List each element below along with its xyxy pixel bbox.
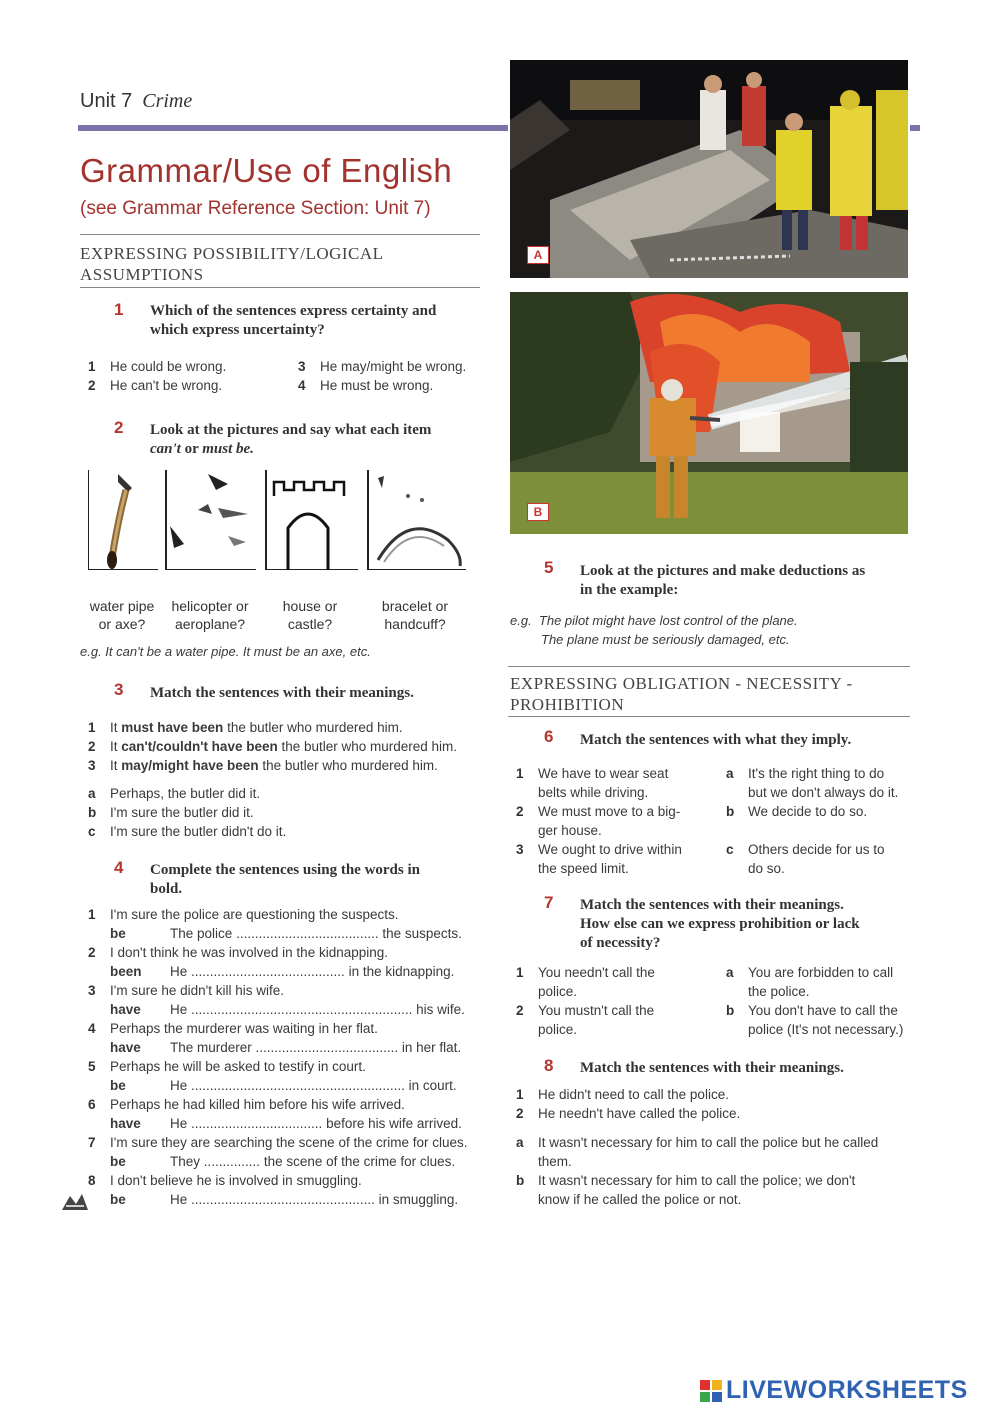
gap-start: He	[170, 1116, 188, 1131]
exercise-6-item	[516, 802, 701, 821]
item-text: He may/might be wrong.	[320, 359, 467, 374]
item-letter: b	[726, 1003, 735, 1018]
instruction-italic: must be.	[202, 441, 254, 457]
exercise-4-sentence	[88, 943, 480, 962]
example-text: The pilot might have lost control of the plane.	[538, 613, 798, 628]
gap-start: The police	[170, 926, 233, 941]
item-text: the speed limit.	[538, 861, 629, 876]
exercise-number: 6	[544, 727, 554, 746]
unit-topic: Crime	[142, 90, 193, 112]
item-text: He needn't have called the police.	[538, 1106, 741, 1121]
item-number: 1	[88, 907, 96, 922]
exercise-6-left	[516, 764, 701, 878]
gap-end: the scene of the crime for clues.	[263, 1154, 456, 1169]
instruction-line: in the example:	[580, 582, 679, 598]
item-text: You don't have to call the	[748, 1003, 898, 1018]
exercise-8-instruction: Match the sentences with their meanings.	[580, 1060, 844, 1076]
instruction-line: which express uncertainty?	[150, 322, 325, 338]
item-text: know if he called the police or not.	[538, 1192, 742, 1207]
exercise-7-right	[726, 963, 916, 1039]
exercise-8-meaning	[516, 1133, 910, 1152]
exercise-4-sentence	[88, 1171, 480, 1190]
header-divider-right	[910, 125, 920, 131]
picture-label	[262, 597, 358, 633]
exercise-3-instruction: Match the sentences with their meanings.	[150, 685, 414, 701]
item-letter: b	[516, 1173, 525, 1188]
example-label: e.g.	[510, 613, 532, 628]
instruction-line	[150, 440, 431, 459]
item-text: the butler who murdered him.	[223, 720, 403, 735]
item-number: 2	[516, 1106, 524, 1121]
exercise-7-left	[516, 963, 701, 1039]
label-line: water pipe	[89, 598, 155, 614]
photo-b-illustration	[510, 292, 908, 534]
exercise-2-example: e.g. It can't be a water pipe. It must be an axe, etc.	[80, 644, 371, 659]
item-letter: b	[88, 805, 97, 820]
item-number: 4	[298, 378, 306, 393]
item-bold: can't/couldn't have been	[121, 739, 278, 754]
item-number: 2	[516, 1003, 524, 1018]
item-text: We decide to do so.	[748, 804, 868, 819]
item-text: police (It's not necessary.)	[748, 1022, 904, 1037]
item-text: them.	[538, 1154, 572, 1169]
liveworksheets-logo-text[interactable]: LIVEWORKSHEETS	[726, 1376, 968, 1404]
gap-end: before his wife arrived.	[326, 1116, 462, 1131]
item-number: 3	[88, 983, 96, 998]
section-heading-obligation	[510, 673, 853, 715]
instruction-word: or	[184, 441, 199, 457]
key-word: have	[110, 1002, 141, 1017]
instruction-italic: can't	[150, 441, 181, 457]
exercise-4-sentence	[88, 1019, 480, 1038]
item-number: 2	[88, 378, 96, 393]
answer-gap[interactable]: ...............	[203, 1154, 261, 1169]
key-word: be	[110, 1154, 126, 1169]
item-text: Perhaps he will be asked to testify in court.	[110, 1059, 366, 1074]
section-heading-line: EXPRESSING OBLIGATION - NECESSITY -	[510, 674, 853, 693]
item-number: 3	[88, 758, 96, 773]
item-letter: c	[88, 824, 96, 839]
item-number: 7	[88, 1135, 96, 1150]
exercise-4-sentence	[88, 1057, 480, 1076]
picture-label	[366, 597, 464, 633]
item-text: We must move to a big-	[538, 804, 681, 819]
page-subtitle: (see Grammar Reference Section: Unit 7)	[80, 198, 431, 219]
gap-end: in her flat.	[401, 1040, 462, 1055]
exercise-8-item	[516, 1085, 910, 1104]
item-text: It	[110, 758, 122, 773]
item-text: the police.	[748, 984, 810, 999]
exercise-6-right	[726, 764, 912, 878]
exercise-1-item	[298, 357, 466, 376]
item-letter: c	[726, 842, 734, 857]
picture-strip-svg	[88, 470, 466, 570]
item-text: ger house.	[538, 823, 602, 838]
castle-picture	[266, 470, 358, 570]
item-number: 3	[298, 359, 306, 374]
exercise-1-item	[298, 376, 433, 395]
corner-ornament-icon	[60, 1190, 90, 1212]
exercise-number: 5	[544, 558, 554, 577]
item-letter: b	[726, 804, 735, 819]
gap-end: in the kidnapping.	[348, 964, 455, 979]
exercise-3-item	[88, 737, 457, 756]
item-number: 1	[516, 766, 524, 781]
exercise-8-meaning	[516, 1171, 910, 1190]
item-text: do so.	[748, 861, 785, 876]
exercise-7-item	[516, 1001, 701, 1020]
exercise-7-instruction	[580, 896, 860, 953]
answer-gap[interactable]: .........................................................	[191, 1078, 405, 1093]
photo-house-fire	[510, 292, 908, 534]
exercise-3-item	[88, 718, 403, 737]
exercise-number: 7	[544, 893, 554, 912]
example-line	[510, 611, 798, 630]
exercise-4-gap-line	[88, 1114, 480, 1133]
item-text: He must be wrong.	[320, 378, 434, 393]
instruction-line: Match the sentences with their meanings.	[580, 897, 844, 913]
gap-end: in court.	[408, 1078, 457, 1093]
gap-start: The murderer	[170, 1040, 252, 1055]
key-word: have	[110, 1116, 141, 1131]
divider	[508, 716, 910, 717]
exercise-5-instruction	[580, 562, 865, 600]
item-text: I'm sure the butler didn't do it.	[110, 824, 287, 839]
item-text: I don't think he was involved in the kidnapping.	[110, 945, 389, 960]
item-text: I'm sure he didn't kill his wife.	[110, 983, 284, 998]
answer-gap[interactable]: ......................................	[255, 1040, 399, 1055]
item-text: I'm sure they are searching the scene of the crime for clues.	[110, 1135, 468, 1150]
item-text: We ought to drive within	[538, 842, 682, 857]
gap-start: He	[170, 964, 188, 979]
answer-gap[interactable]: ...........................................................	[191, 1002, 413, 1017]
exercise-4-sentence	[88, 1133, 480, 1152]
item-letter: a	[88, 786, 96, 801]
item-text: police.	[538, 984, 578, 999]
answer-gap[interactable]: ...................................	[191, 1116, 323, 1131]
picture-label	[76, 597, 168, 633]
instruction-line: of necessity?	[580, 935, 661, 951]
item-bold: may/might have been	[121, 758, 259, 773]
item-letter: a	[516, 1135, 524, 1150]
example-text: The plane must be seriously damaged, etc.	[541, 632, 790, 647]
item-number: 2	[88, 739, 96, 754]
photo-a-illustration	[510, 60, 908, 278]
exercise-6-option	[726, 802, 912, 821]
exercise-1-item	[88, 376, 222, 395]
exercise-2-instruction	[150, 421, 431, 459]
item-text: It wasn't necessary for him to call the police but he called	[538, 1135, 879, 1150]
label-line: aeroplane?	[174, 616, 246, 632]
bracelet-picture	[368, 470, 466, 570]
item-text: He could be wrong.	[110, 359, 227, 374]
label-line: or axe?	[98, 616, 146, 632]
gap-start: He	[170, 1078, 188, 1093]
unit-label: Unit 7	[80, 90, 133, 112]
exercise-8-list	[516, 1085, 910, 1209]
item-number: 1	[516, 965, 524, 980]
photo-plane-crash	[510, 60, 908, 278]
item-text: I don't believe he is involved in smuggling.	[110, 1173, 362, 1188]
item-letter: a	[726, 965, 734, 980]
exercise-number: 1	[114, 300, 124, 319]
exercise-4-sentence	[88, 1095, 480, 1114]
gap-end: in smuggling.	[378, 1192, 459, 1207]
item-text: but we don't always do it.	[748, 785, 899, 800]
label-line: bracelet or	[381, 598, 449, 614]
exercise-4-instruction	[150, 861, 420, 899]
exercise-3-meaning	[88, 822, 286, 841]
item-text: the butler who murdered him.	[277, 739, 458, 754]
item-number: 2	[516, 804, 524, 819]
exercise-4-gap-line	[88, 1076, 480, 1095]
exercise-4-gap-line	[88, 1000, 480, 1019]
picture-label	[162, 597, 258, 633]
item-text: You are forbidden to call	[748, 965, 894, 980]
exercise-6-instruction: Match the sentences with what they imply.	[580, 732, 852, 748]
instruction-line: Look at the pictures and make deductions as	[580, 563, 866, 579]
instruction-line: Complete the sentences using the words in	[150, 862, 420, 878]
item-text: He didn't need to call the police.	[538, 1087, 729, 1102]
instruction-line: How else can we express prohibition or lack	[580, 916, 860, 932]
item-number: 1	[88, 720, 96, 735]
exercise-7-item	[516, 963, 701, 982]
section-heading-line: ASSUMPTIONS	[80, 265, 204, 284]
item-text: Others decide for us to	[748, 842, 885, 857]
item-number: 6	[88, 1097, 96, 1112]
item-text: We have to wear seat	[538, 766, 669, 781]
gap-start: He	[170, 1002, 188, 1017]
divider	[508, 666, 910, 667]
liveworksheets-logo-icon	[700, 1380, 722, 1402]
spacer	[516, 1123, 910, 1133]
answer-gap[interactable]: ......................................	[236, 926, 379, 941]
exercise-3-meaning	[88, 803, 254, 822]
item-number: 1	[88, 359, 96, 374]
exercise-6-option	[726, 764, 912, 783]
item-text: police.	[538, 1022, 578, 1037]
item-letter: a	[726, 766, 734, 781]
exercise-7-option	[726, 1001, 916, 1020]
instruction-line: bold.	[150, 881, 183, 897]
item-bold: must have been	[121, 720, 224, 735]
section-heading-possibility	[80, 243, 384, 285]
exercise-7-option	[726, 963, 916, 982]
exercise-4-gap-line	[88, 1152, 480, 1171]
item-text: It	[110, 739, 122, 754]
item-text: I'm sure the butler did it.	[110, 805, 254, 820]
exercise-8-item	[516, 1104, 910, 1123]
item-text: You needn't call the	[538, 965, 655, 980]
exercise-4-gap-line	[88, 1190, 480, 1209]
header-divider	[78, 125, 508, 131]
item-text: You mustn't call the	[538, 1003, 655, 1018]
item-text: I'm sure the police are questioning the suspects.	[110, 907, 399, 922]
instruction-line: Look at the pictures and say what each item	[150, 422, 432, 438]
item-number: 4	[88, 1021, 96, 1036]
exercise-4-gap-line	[88, 1038, 480, 1057]
exercise-3-meaning	[88, 784, 260, 803]
exercise-1-instruction	[150, 302, 436, 340]
item-number: 1	[516, 1087, 524, 1102]
item-text: It wasn't necessary for him to call the police; we don't	[538, 1173, 856, 1188]
divider	[80, 234, 480, 235]
label-line: castle?	[287, 616, 333, 632]
key-word: have	[110, 1040, 141, 1055]
exercise-number: 3	[114, 680, 124, 699]
item-text: belts while driving.	[538, 785, 649, 800]
item-text: Perhaps he had killed him before his wife arrived.	[110, 1097, 405, 1112]
label-line: helicopter or	[171, 598, 249, 614]
key-word: been	[110, 964, 142, 979]
exercise-number: 2	[114, 418, 124, 437]
photo-a-label: A	[527, 246, 549, 264]
item-text: Perhaps, the butler did it.	[110, 786, 261, 801]
item-number: 2	[88, 945, 96, 960]
gap-end: the suspects.	[382, 926, 462, 941]
exercise-4-sentence	[88, 981, 480, 1000]
exercise-3-item	[88, 756, 438, 775]
unit-header	[80, 90, 192, 113]
exercise-4-list	[88, 905, 480, 1209]
picture-strip	[88, 470, 466, 570]
answer-gap[interactable]: .........................................	[191, 964, 345, 979]
exercise-6-item	[516, 764, 701, 783]
gap-end: his wife.	[416, 1002, 465, 1017]
spacer	[726, 821, 912, 840]
key-word: be	[110, 1078, 126, 1093]
label-line: handcuff?	[384, 616, 446, 632]
exercise-6-option	[726, 840, 912, 859]
exercise-6-item	[516, 840, 701, 859]
item-number: 8	[88, 1173, 96, 1188]
item-number: 5	[88, 1059, 96, 1074]
divider	[80, 287, 480, 288]
exercise-1-item	[88, 357, 226, 376]
gap-start: They	[170, 1154, 201, 1169]
item-text: It	[110, 720, 122, 735]
photo-b-label: B	[527, 503, 549, 521]
axe-picture	[88, 470, 158, 570]
item-text: the butler who murdered him.	[258, 758, 438, 773]
exercise-number: 8	[544, 1056, 554, 1075]
item-text: Perhaps the murderer was waiting in her flat.	[110, 1021, 378, 1036]
key-word: be	[110, 926, 126, 941]
helicopter-picture	[166, 470, 256, 570]
key-word: be	[110, 1192, 126, 1207]
page-title: Grammar/Use of English	[80, 152, 453, 189]
section-heading-line: EXPRESSING POSSIBILITY/LOGICAL	[80, 244, 384, 263]
exercise-4-sentence	[88, 905, 480, 924]
answer-gap[interactable]: .................................................	[191, 1192, 375, 1207]
item-text: It's the right thing to do	[748, 766, 885, 781]
label-line: house or	[282, 598, 338, 614]
exercise-number: 4	[114, 858, 124, 877]
item-number: 3	[516, 842, 524, 857]
instruction-line: Which of the sentences express certainty and	[150, 303, 437, 319]
item-text: He can't be wrong.	[110, 378, 223, 393]
exercise-4-gap-line	[88, 962, 480, 981]
gap-start: He	[170, 1192, 188, 1207]
exercise-5-example	[510, 611, 798, 649]
exercise-4-gap-line	[88, 924, 480, 943]
section-heading-line: PROHIBITION	[510, 695, 625, 714]
